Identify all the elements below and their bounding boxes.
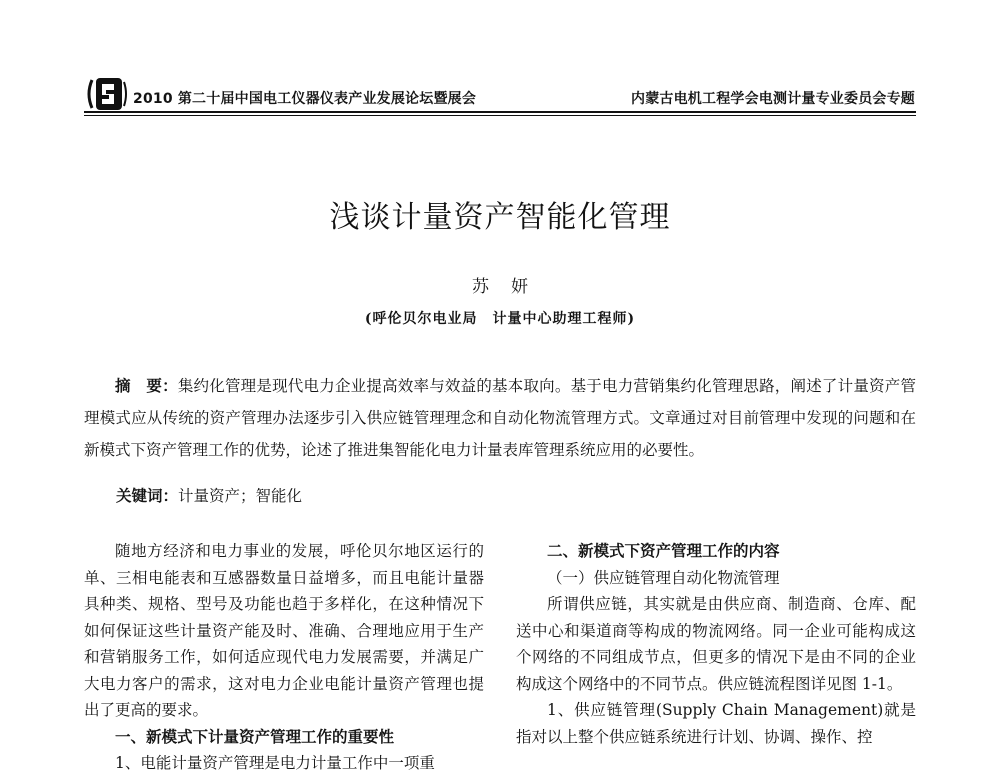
body-paragraph: 所谓供应链，其实就是由供应商、制造商、仓库、配送中心和渠道商等构成的物流网络。同一企业可能构成这个网络的不同组成节点，但更多的情况下是由不同的企业构成这个网络中的不同节点。供应链流程图详见图 1-1。	[516, 595, 916, 693]
subsection-heading: （一）供应链管理自动化物流管理	[547, 568, 780, 587]
body-paragraph: 1、供应链管理(Supply Chain Management)就是指对以上整个供应链系统进行计划、协调、操作、控	[516, 701, 916, 746]
keywords-label: 关键词：	[116, 486, 179, 505]
keywords-text: 计量资产；智能化	[178, 487, 303, 505]
section-heading: 二、新模式下资产管理工作的内容	[547, 541, 780, 560]
header-rule-thin	[84, 115, 916, 116]
header-left: 2010 第二十届中国电工仪器仪表产业发展论坛暨展会	[133, 91, 477, 107]
body-paragraph: 随地方经济和电力事业的发展，呼伦贝尔地区运行的单、三相电能表和互感器数量日益增多，而且电能计量器具种类、规格、型号及功能也趋于多样化，在这种情况下如何保证这些计量资产能及时、准确、合理地应用于生产和营销服务工作，如何适应现代电力发展需要，并满足广大电力客户的需求，这对电力企业电能计量资产管理也提出了更高的要求。	[84, 542, 484, 719]
body-column-left	[84, 538, 484, 777]
author-affiliation: (呼伦贝尔电业局 计量中心助理工程师)	[364, 311, 636, 327]
paper-title: 浅谈计量资产智能化管理	[329, 200, 671, 235]
header-rule	[84, 111, 916, 113]
body-column-right	[516, 538, 916, 750]
conference-logo-icon	[84, 74, 130, 114]
abstract-label: 摘 要：	[115, 376, 178, 395]
abstract-text: 集约化管理是现代电力企业提高效率与效益的基本取向。基于电力营销集约化管理思路，阐述了计量资产管理模式应从传统的资产管理办法逐步引入供应链管理理念和自动化物流管理方式。文章通过对目前管理中发现的问题和在新模式下资产管理工作的优势，论述了推进集智能化电力计量表库管理系统应用的必要性。	[84, 377, 916, 459]
section-heading: 一、新模式下计量资产管理工作的重要性	[115, 726, 395, 746]
abstract	[84, 370, 916, 466]
author-name: 苏妍	[472, 277, 550, 297]
header-right: 内蒙古电机工程学会电测计量专业委员会专题	[631, 91, 915, 107]
keywords	[116, 480, 302, 512]
running-header	[133, 88, 915, 108]
body-paragraph: 1、电能计量资产管理是电力计量工作中一项重	[115, 754, 435, 772]
